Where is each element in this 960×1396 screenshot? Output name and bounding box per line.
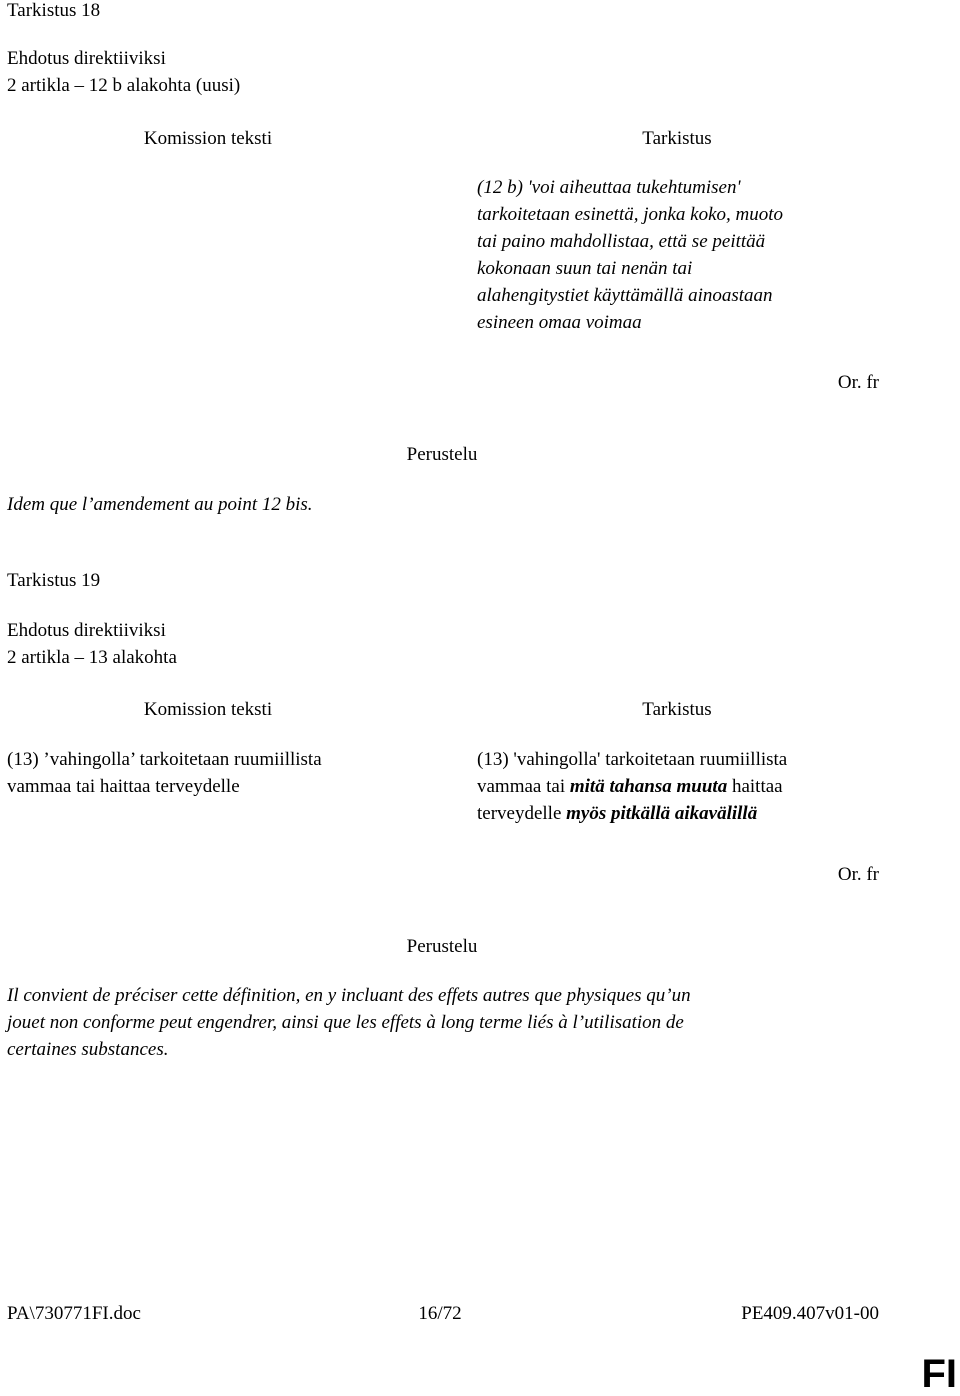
added-text: myös pitkällä aikavälillä bbox=[566, 803, 758, 824]
added-text: mitä tahansa muuta bbox=[569, 776, 728, 797]
amendment-18-text-line: tai paino mahdollistaa, että se peittää bbox=[477, 231, 766, 252]
amendment-19-commission-text-line: vammaa tai haittaa terveydelle bbox=[7, 776, 240, 797]
amendment-19-justification-line: jouet non conforme peut engendrer, ainsi que les effets à long terme liés à l’utilisation de bbox=[7, 1012, 684, 1033]
plain-text: terveydelle bbox=[477, 803, 567, 824]
footer-pe-reference: PE409.407v01-00 bbox=[741, 1303, 879, 1324]
amendment-18-text-line: alahengitystiet käyttämällä ainoastaan bbox=[477, 285, 773, 306]
amendment-18-title: Tarkistus 18 bbox=[7, 0, 101, 21]
plain-text: haittaa bbox=[727, 776, 783, 797]
footer-language-code: FI bbox=[921, 1352, 957, 1396]
amendment-19-justification-heading: Perustelu bbox=[406, 936, 478, 957]
amendment-19-right-column-header: Tarkistus bbox=[642, 699, 712, 720]
amendment-18-original-language: Or. fr bbox=[837, 372, 879, 393]
amendment-18-reference: 2 artikla – 12 b alakohta (uusi) bbox=[7, 75, 241, 96]
plain-text: vammaa tai bbox=[477, 776, 570, 797]
footer-page-number: 16/72 bbox=[418, 1303, 462, 1324]
amendment-19-text-line: (13) 'vahingolla' tarkoitetaan ruumiillista bbox=[477, 749, 788, 770]
amendment-19-text-line bbox=[477, 773, 783, 800]
amendment-18-justification-heading: Perustelu bbox=[406, 444, 478, 465]
amendment-18-text-line: kokonaan suun tai nenän tai bbox=[477, 258, 693, 279]
amendment-18-text-line: (12 b) 'voi aiheuttaa tukehtumisen' bbox=[477, 177, 741, 198]
amendment-19-proposal: Ehdotus direktiiviksi bbox=[7, 620, 166, 641]
amendment-18-text-line: esineen omaa voimaa bbox=[477, 312, 642, 333]
amendment-19-justification-line: certaines substances. bbox=[7, 1039, 169, 1060]
amendment-19-left-column-header: Komission teksti bbox=[143, 699, 273, 720]
amendment-19-text-line bbox=[477, 800, 757, 827]
amendment-19-original-language: Or. fr bbox=[837, 864, 879, 885]
amendment-18-text-line: tarkoitetaan esinettä, jonka koko, muoto bbox=[477, 204, 784, 225]
amendment-18-justification-text: Idem que l’amendement au point 12 bis. bbox=[7, 494, 313, 515]
amendment-19-reference: 2 artikla – 13 alakohta bbox=[7, 647, 177, 668]
amendment-19-title: Tarkistus 19 bbox=[7, 570, 101, 591]
amendment-18-right-column-header: Tarkistus bbox=[642, 128, 712, 149]
amendment-18-proposal: Ehdotus direktiiviksi bbox=[7, 48, 166, 69]
footer-document-reference: PA\730771FI.doc bbox=[7, 1303, 141, 1324]
amendment-19-commission-text-line: (13) ’vahingolla’ tarkoitetaan ruumiillista bbox=[7, 749, 322, 770]
amendment-18-left-column-header: Komission teksti bbox=[143, 128, 273, 149]
amendment-19-justification-line: Il convient de préciser cette définition, en y incluant des effets autres que physiques qu’un bbox=[7, 985, 691, 1006]
